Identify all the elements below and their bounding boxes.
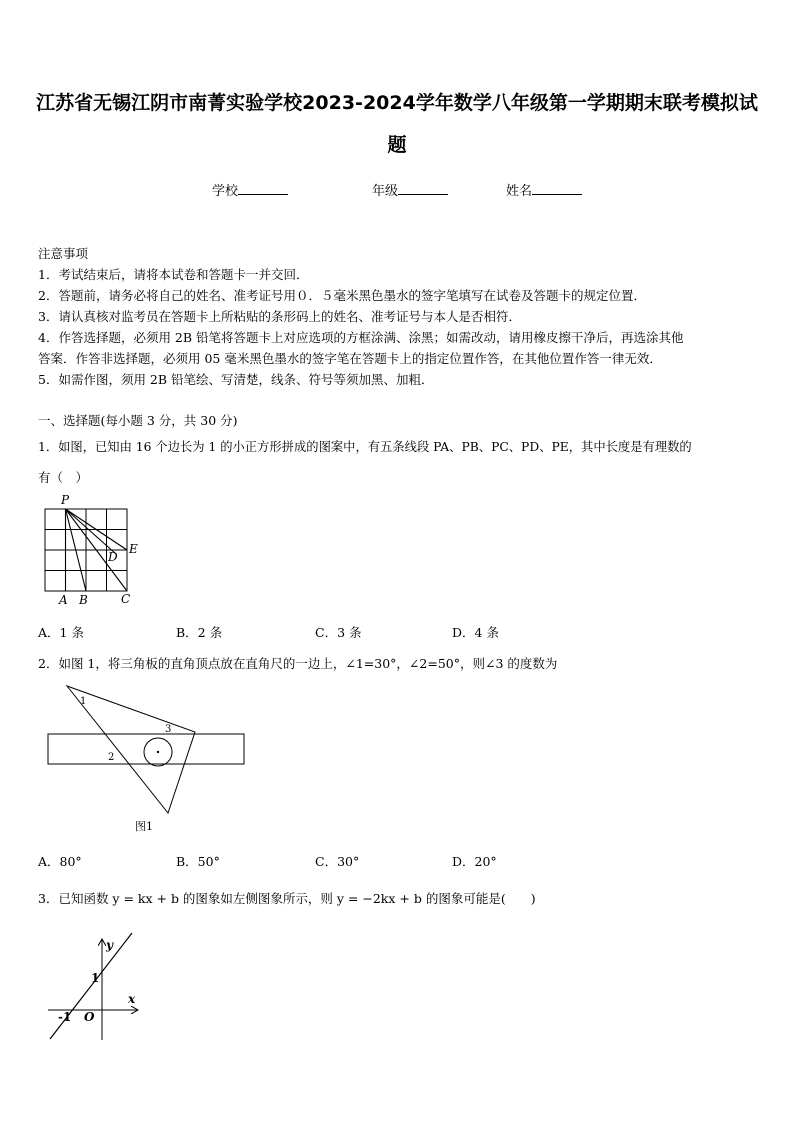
label-b: B bbox=[79, 593, 88, 607]
label-e: E bbox=[129, 542, 138, 556]
q1-option-c[interactable]: C．3 条 bbox=[315, 625, 362, 640]
notes-item: 4．作答选择题，必须用 2B 铅笔将答题卡上对应选项的方框涂满、涂黑；如需改动，请用橡皮擦干净后，再选涂其他 bbox=[38, 330, 684, 345]
tick-1-label: 1 bbox=[91, 971, 100, 985]
y-axis-label: y bbox=[106, 938, 113, 952]
q1-text-line1: 1．如图，已知由 16 个边长为 1 的小正方形拼成的图案中，有五条线段 PA、PB、PC、PD、PE，其中长度是有理数的 bbox=[38, 440, 692, 454]
q2-option-a[interactable]: A．80° bbox=[38, 854, 82, 869]
q3-text: 3．已知函数 y = kx + b 的图象如左侧图象所示，则 y = −2kx + b 的图象可能是( ) bbox=[38, 891, 536, 906]
label-a: A bbox=[59, 593, 68, 607]
x-axis-label: x bbox=[128, 992, 136, 1006]
angle-1-label: 1 bbox=[80, 696, 87, 707]
notes-item: 3．请认真核对监考员在答题卡上所粘贴的条形码上的姓名、准考证号与本人是否相符． bbox=[38, 309, 521, 324]
tick-neg1-label: -1 bbox=[58, 1010, 72, 1024]
label-d: D bbox=[108, 550, 118, 564]
school-blank[interactable] bbox=[238, 182, 288, 195]
grade-blank[interactable] bbox=[398, 182, 448, 195]
school-field[interactable] bbox=[212, 180, 288, 199]
page-title-line2: 题 bbox=[387, 134, 407, 156]
angle-2-label: 2 bbox=[108, 752, 115, 763]
section-heading: 一、选择题(每小题 3 分，共 30 分) bbox=[38, 413, 238, 428]
q2-option-c[interactable]: C．30° bbox=[315, 854, 360, 869]
figure-caption: 图1 bbox=[135, 820, 153, 833]
q2-figure bbox=[40, 680, 255, 840]
name-label: 姓名 bbox=[506, 184, 533, 199]
q1-text-line2: 有（ ） bbox=[38, 470, 89, 485]
notes-item: 2．答题前，请务必将自己的姓名、准考证号用０．５毫米黑色墨水的签字笔填写在试卷及答题卡的规定位置． bbox=[38, 288, 646, 303]
q2-text: 2．如图 1，将三角板的直角顶点放在直角尺的一边上，∠1=30°，∠2=50°，则∠3 的度数为 bbox=[38, 656, 558, 671]
school-label: 学校 bbox=[212, 184, 239, 199]
label-p: P bbox=[61, 493, 70, 507]
q1-option-b[interactable]: B．2 条 bbox=[176, 625, 223, 640]
name-blank[interactable] bbox=[532, 182, 582, 195]
q2-option-b[interactable]: B．50° bbox=[176, 854, 220, 869]
notes-item: 1．考试结束后，请将本试卷和答题卡一并交回． bbox=[38, 267, 309, 282]
q3-graph bbox=[40, 925, 150, 1045]
q1-grid-figure bbox=[38, 492, 148, 608]
page-title-line1: 江苏省无锡江阴市南菁实验学校2023-2024学年数学八年级第一学期期末联考模拟试 bbox=[36, 92, 758, 114]
notes-heading: 注意事项 bbox=[38, 246, 89, 261]
grade-field[interactable] bbox=[372, 180, 448, 199]
notes-item: 5．如需作图，须用 2B 铅笔绘、写清楚，线条、符号等须加黑、加粗． bbox=[38, 372, 434, 387]
q2-option-d[interactable]: D．20° bbox=[452, 854, 497, 869]
grade-label: 年级 bbox=[372, 184, 399, 199]
origin-label: O bbox=[84, 1010, 95, 1024]
angle-3-label: 3 bbox=[165, 724, 172, 735]
q1-option-a[interactable]: A．1 条 bbox=[38, 625, 84, 640]
notes-item: 答案．作答非选择题，必须用 05 毫米黑色墨水的签字笔在答题卡上的指定位置作答，在其他位置作答一律无效． bbox=[38, 351, 662, 366]
q1-option-d[interactable]: D．4 条 bbox=[452, 625, 499, 640]
label-c: C bbox=[121, 592, 131, 606]
circle-center bbox=[157, 751, 159, 753]
segment-pd bbox=[66, 509, 117, 554]
name-field[interactable] bbox=[506, 180, 582, 199]
